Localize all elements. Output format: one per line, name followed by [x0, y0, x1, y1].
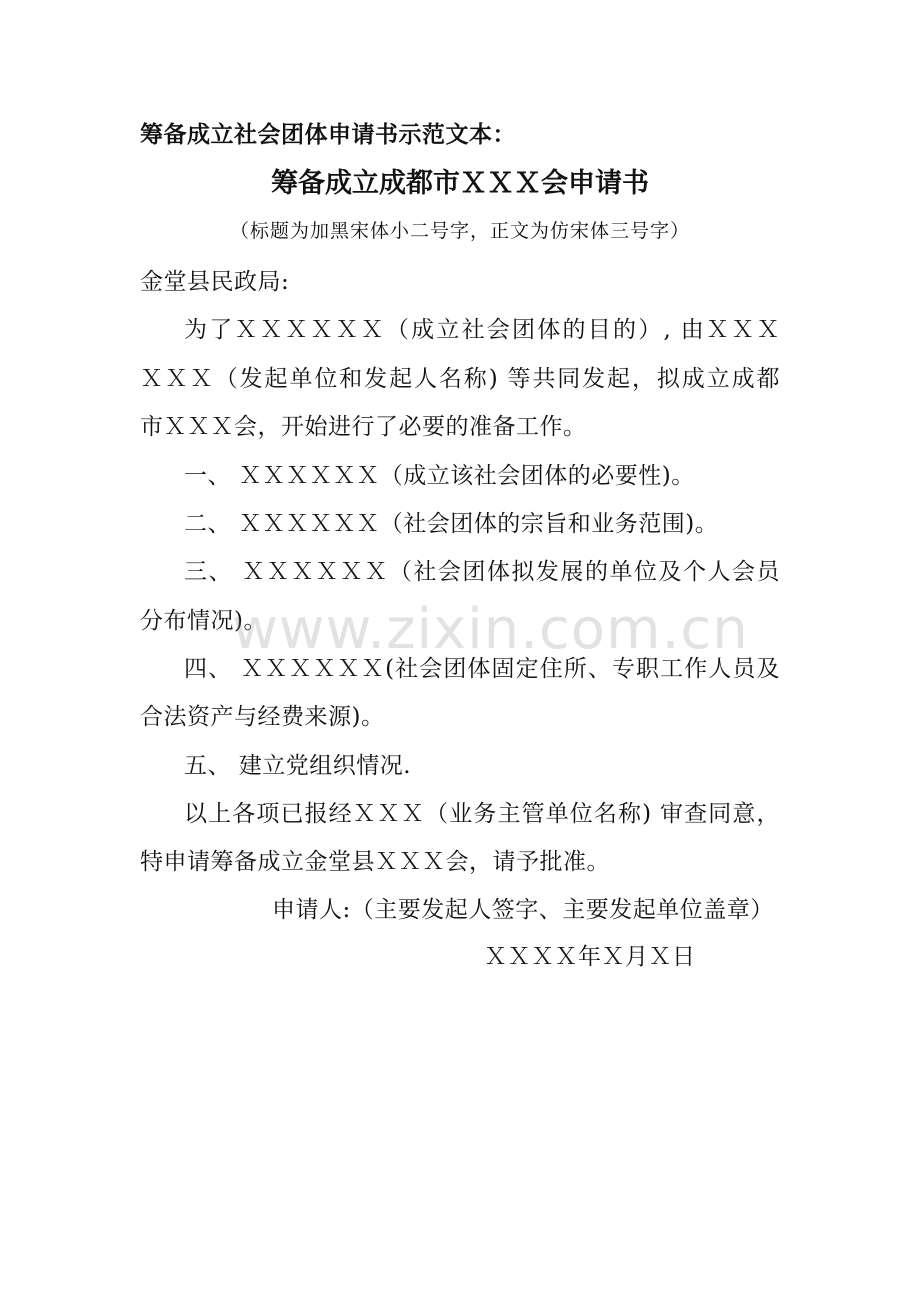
list-item-3: 三、 ＸＸＸＸＸＸ（社会团体拟发展的单位及个人会员 [184, 559, 780, 585]
addressee: 金堂县民政局: [140, 269, 290, 295]
body-line: 为了ＸＸＸＸＸＸ（成立社会团体的目的）, 由ＸＸＸ [184, 317, 780, 343]
date-line: ＸＸＸＸ年Ｘ月Ｘ日 [484, 944, 696, 970]
list-item-1: 一、 ＸＸＸＸＸＸ（成立该社会团体的必要性)。 [184, 463, 695, 489]
list-item-4: 四、 ＸＸＸＸＸＸ(社会团体固定住所、专职工作人员及 [184, 656, 780, 682]
document-title: 筹备成立成都市ＸＸＸ会申请书 [271, 168, 649, 199]
list-item-3-cont: 分布情况)。 [140, 608, 267, 634]
list-item-2: 二、 ＸＸＸＸＸＸ（社会团体的宗旨和业务范围)。 [184, 511, 719, 537]
closing-line: 以上各项已报经ＸＸＸ（业务主管单位名称) 审查同意， [184, 801, 780, 827]
section-heading: 筹备成立社会团体申请书示范文本： [140, 122, 516, 148]
body-line: 市ＸＸＸ会，开始进行了必要的准备工作。 [140, 414, 587, 440]
watermark: www.zixin.com.cn [232, 597, 749, 662]
format-note: （标题为加黑宋体小二号字，正文为仿宋体三号字） [229, 220, 690, 242]
list-item-5: 五、 建立党组织情况. [184, 753, 412, 779]
list-item-4-cont: 合法资产与经费来源)。 [140, 704, 385, 730]
body-line: ＸＸＸ（发起单位和发起人名称) 等共同发起，拟成立成都 [140, 366, 780, 392]
closing-line: 特申请筹备成立金堂县ＸＸＸ会，请予批准。 [140, 849, 610, 875]
applicant-line: 申请人:（主要发起人签字、主要发起单位盖章） [272, 897, 774, 923]
